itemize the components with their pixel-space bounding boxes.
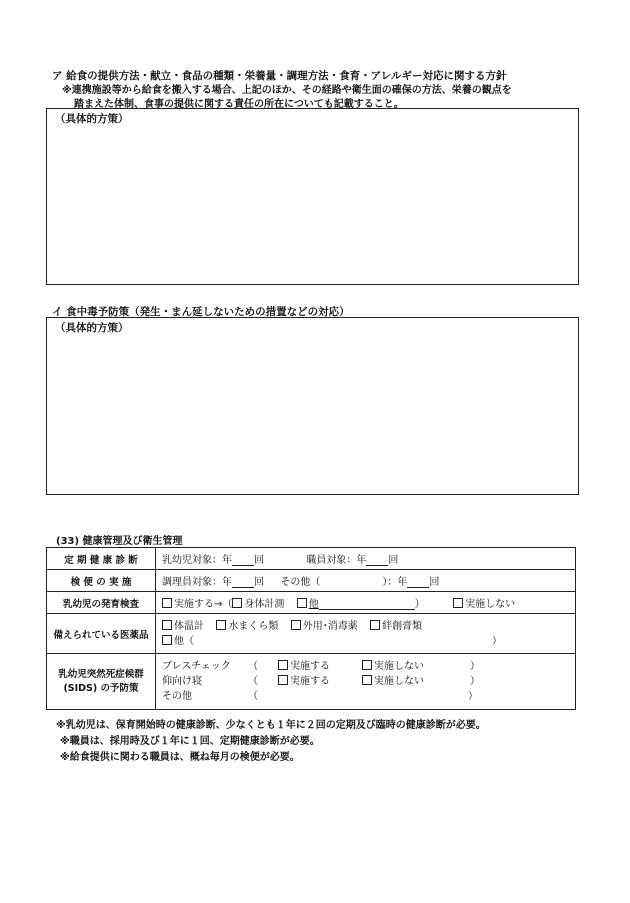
sids-supine-close: ） <box>470 676 480 687</box>
sids-breath-check-close: ） <box>470 661 480 672</box>
health-note-food-staff: ※給食提供に関わる職員は、概ね毎月の検便が必要。 <box>60 752 300 763</box>
checkup-infant-label: 乳幼児対象：年 <box>162 555 232 566</box>
medicine-item-ice-pillow: 水まくら類 <box>228 620 279 632</box>
medicine-item-bandage: 絆創膏類 <box>382 620 423 632</box>
sids-header <box>47 654 156 710</box>
stool-header: 検 便 の 実 施 <box>47 570 156 592</box>
medicine-ice-pillow-checkbox[interactable] <box>216 620 226 630</box>
checkup-staff-unit: 回 <box>388 555 399 566</box>
development-other-label: 他 <box>308 599 319 610</box>
sids-breath-check-implement-label: 実施する <box>290 661 330 672</box>
checkup-staff-count-field[interactable] <box>366 565 388 566</box>
checkup-infant-unit: 回 <box>254 555 264 566</box>
sids-supine-label: 仰向け寝 <box>162 676 202 687</box>
medicine-item-disinfectant: 外用･消毒薬 <box>302 620 358 632</box>
medicine-header: 備えられている医薬品 <box>47 614 156 654</box>
sids-supine-not-implement-label: 実施しない <box>374 676 424 687</box>
section-a-note-line1: ※連携施設等から給食を搬入する場合、上記のほか、その経路や衛生面の確保の方法、栄養の観点を <box>62 85 512 96</box>
health-section-title: (33) 健康管理及び衛生管理 <box>56 536 183 547</box>
sids-other-open: （ <box>248 691 258 702</box>
medicine-other-checkbox[interactable] <box>162 635 172 645</box>
stool-cook-unit: 回 <box>254 577 264 588</box>
health-note-staff: ※職員は、採用時及び１年に１回、定期健康診断が必要。 <box>60 736 320 747</box>
medicine-bandage-checkbox[interactable] <box>370 620 380 630</box>
section-i-heading: イ 食中毒予防策（発生・まん延しないための措置などの対応） <box>52 306 350 318</box>
sids-header-line2: (SIDS) の予防策 <box>63 682 139 694</box>
sids-other-label: その他 <box>162 691 192 702</box>
development-other-checkbox[interactable] <box>297 598 307 608</box>
checkup-infant-count-field[interactable] <box>232 565 254 566</box>
development-not-implement-checkbox[interactable] <box>453 598 463 608</box>
sids-supine-implement-checkbox[interactable] <box>278 675 288 685</box>
checkup-header: 定 期 健 康 診 断 <box>47 548 156 570</box>
health-table <box>46 547 576 710</box>
health-note-infant: ※乳幼児は、保育開始時の健康診断、少なくとも１年に２回の定期及び臨時の健康診断が必要。 <box>56 720 486 731</box>
development-implement-checkbox[interactable] <box>162 598 172 608</box>
medicine-other-close: ） <box>492 635 502 647</box>
development-row <box>47 592 576 614</box>
stool-other-count-field[interactable] <box>407 587 429 588</box>
sids-header-line1: 乳幼児突然死症候群 <box>58 668 144 680</box>
sids-breath-check-open: （ <box>248 661 258 672</box>
development-not-implement-label: 実施しない <box>465 599 516 610</box>
stool-other-year: ）：年 <box>382 577 408 588</box>
development-implement-label: 実施する→（ <box>174 599 233 610</box>
stool-cook-label: 調理員対象：年 <box>162 577 232 588</box>
sids-breath-check-not-implement-checkbox[interactable] <box>362 660 372 670</box>
stool-row <box>47 570 576 592</box>
medicine-disinfectant-checkbox[interactable] <box>291 620 301 630</box>
medicine-thermometer-checkbox[interactable] <box>162 620 172 630</box>
sids-breath-check-label: ブレスチェック <box>162 661 231 672</box>
medicine-other-label: 他（ <box>174 635 194 647</box>
stool-other-label: その他（ <box>280 577 321 588</box>
development-body-measure-label: 身体計測 <box>244 599 285 610</box>
sids-breath-check-not-implement-label: 実施しない <box>374 661 424 672</box>
development-body-measure-checkbox[interactable] <box>232 598 242 608</box>
section-a-box-label: （具体的方策） <box>55 113 129 125</box>
section-a-answer-box[interactable] <box>46 108 579 285</box>
section-a-note-line2: 踏まえた体制、食事の提供に関する責任の所在についても記載すること。 <box>74 99 404 110</box>
development-other-field[interactable] <box>319 609 415 610</box>
sids-breath-check-implement-checkbox[interactable] <box>278 660 288 670</box>
stool-cook-count-field[interactable] <box>232 587 254 588</box>
sids-supine-implement-label: 実施する <box>290 676 330 687</box>
sids-supine-open: （ <box>248 676 258 687</box>
sids-supine-not-implement-checkbox[interactable] <box>362 675 372 685</box>
development-close: ） <box>414 599 425 610</box>
section-i-answer-box[interactable] <box>46 317 579 495</box>
sids-other-close: ） <box>468 691 478 702</box>
section-i-box-label: （具体的方策） <box>55 322 129 334</box>
section-a-heading: ア 給食の提供方法・献立・食品の種類・栄養量・調理方法・食育・アレルギー対応に関する方針 <box>52 70 507 82</box>
checkup-row <box>47 548 576 570</box>
checkup-staff-label: 職員対象：年 <box>306 555 367 566</box>
stool-other-unit: 回 <box>429 577 440 588</box>
development-header: 乳幼児の発育検査 <box>47 592 156 614</box>
medicine-row <box>47 614 576 654</box>
medicine-item-thermometer: 体温計 <box>174 620 204 632</box>
sids-row <box>47 654 576 710</box>
